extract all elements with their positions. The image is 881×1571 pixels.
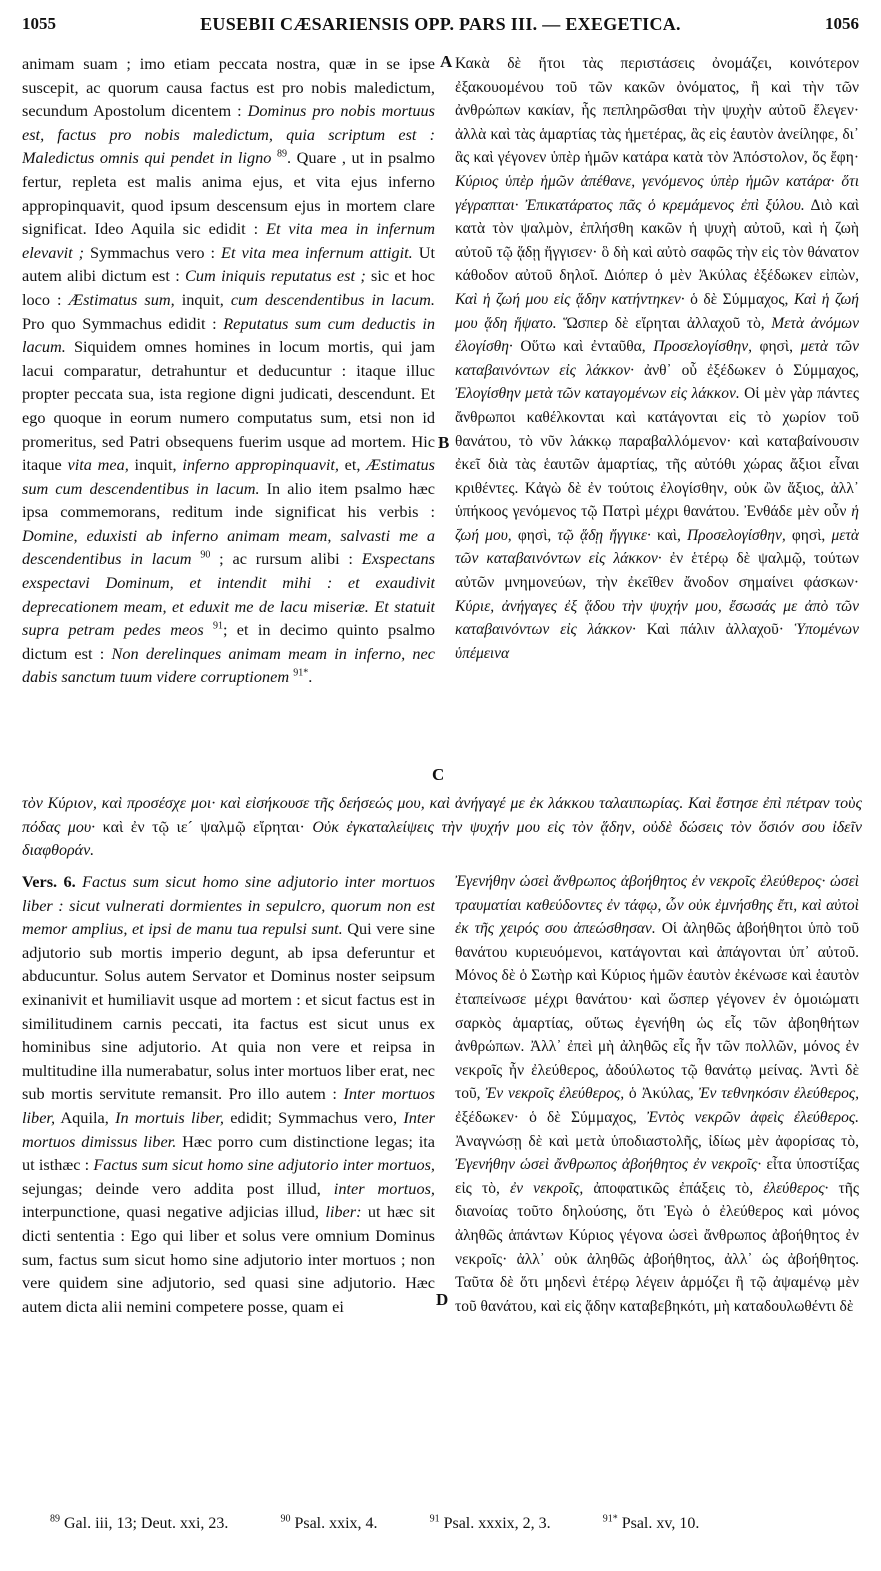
page-number-left: 1055 xyxy=(22,14,56,33)
greek-full-width-passage: τὸν Κύριον, καὶ προσέσχε μοι· καὶ εἰσήκουσε τῆς δεήσεώς μου, καὶ ἀνήγαγέ με ἐκ λάκκου ταλαιπωρίας. Καὶ ἔστησε ἐπὶ πέτραν τοὺς πόδας μου· καὶ ἐν τῷ ιε´ ψαλμῷ εἴρηται· Οὐκ ἐγκαταλείψεις τὴν ψυχήν μου εἰς τὸν ᾅδην, οὐδὲ δώσεις τὸν ὅσιόν σου ἰδεῖν διαφθοράν. xyxy=(22,795,862,860)
margin-letter-a: A xyxy=(440,52,453,71)
running-title: EUSEBII CÆSARIENSIS OPP. PARS III. — EXEGETICA. xyxy=(200,14,681,34)
footnote: $^{89}$ Gal. iii, 13; Deut. xxi, 23. xyxy=(50,1513,229,1532)
greek-column-bottom: Ἐγενήθην ὡσεὶ ἄνθρωπος ἀβοήθητος ἐν νεκροῖς ἐλεύθερος· ὡσεὶ τραυματίαι καθεύδοντες ἐν τάφῳ, ὧν οὐκ ἐμνήσθης ἔτι, καὶ αὐτοὶ ἐκ τῆς χειρός σου ἀπεώσθησαν. Οἱ ἀληθῶς ἀβοήθητοι ὑπὸ τοῦ θανάτου κυριευόμενοι, κατάγονται καὶ ἀπάγονται ὑπ᾽ αὐτοῦ. Μόνος δὲ ὁ Σωτὴρ καὶ Κύριος ἡμῶν ἑαυτὸν ἐκένωσε καὶ ἑαυτὸν ἐταπείνωσε μέχρι θανάτου· καὶ ὥσπερ γέγονεν ἐν ὁμοιώματι σαρκὸς ἁμαρτίας, οὕτως ἐγενήθη ὡς εἷς τῶν ἀβοηθήτων ἀνθρώπων. Ἀλλ᾽ ἐπεὶ μὴ ἀληθῶς εἷς ἦν τῶν πολλῶν, μόνος ἐν νεκροῖς ἦν ἐλεύθερος, ἀδούλωτος τῷ θανάτῳ μείνας. Ἀντὶ δὲ τοῦ, Ἐν νεκροῖς ἐλεύθερος, ὁ Ἀκύλας, Ἐν τεθνηκόσιν ἐλεύθερος, ἐξέδωκεν· ὁ δὲ Σύμμαχος, Ἐντὸς νεκρῶν ἀφεὶς ἐλεύθερος. Ἀναγνώσῃ δὲ καὶ μετὰ ὑποδιαστολῆς, ἰδίως μὲν ἀφορίσας τὸ, Ἐγενήθην ὡσεὶ ἄνθρωπος ἀβοήθητος ἐν νεκροῖς· εἶτα ὑποστίξας εἰς τὸ, ἐν νεκροῖς, ἀποφατικῶς ἐπάξεις τὸ, ἐλεύθερος· τῆς διανοίας τοῦτο δηλούσης, ὅτι Ἐγὼ ὁ ἐλεύθερος καὶ μόνος ἀληθῶς ἁπάντων Κύριος γέγονα ὡσεὶ ἄνθρωπος ἀβοήθητος ἐν νεκροῖς· ἀλλ᾽ οὐκ ἀληθῶς ἀβοήθητος, ἀλλ᾽ ὡς ἀβοήθητος. Ταῦτα δὲ ὅτι μηδενὶ ἑτέρῳ λέγειν ἁρμόζει ἢ τῷ ἀψαμένῳ μὲν τοῦ θανάτου, καὶ εἰς ᾅδην καταβεβηκότι, μὴ καταδουλωθέντι δὲ xyxy=(455,873,859,1315)
footnote: $^{91}$ Psal. xxxix, 2, 3. xyxy=(429,1513,551,1532)
margin-letter-b: B xyxy=(438,433,450,452)
greek-column-top: Κακὰ δὲ ἤτοι τὰς περιστάσεις ὀνομάζει, κοινότερον ἐξακουομένου τοῦ τῶν κακῶν ὀνόματος, ἢ καὶ τὴν τῶν ἀνθρώπων κακίαν, ἧς πεπληρῶσθαι τὴν ψυχὴν αὐτοῦ ἔλεγεν· ἀλλὰ καὶ τὰς ἁμαρτίας τὰς ἡμετέρας, ἃς εἰς ἑαυτὸν ἀνείληφε, δι᾽ ἃς καὶ γέγονεν ὑπὲρ ἡμῶν κατάρα κατὰ τὸν Ἀπόστολον, ὅς ἔφη· Κύριος ὑπὲρ ἡμῶν ἀπέθανε, γενόμενος ὑπὲρ ἡμῶν κατάρα· ὅτι γέγραπται· Ἐπικατάρατος πᾶς ὁ κρεμάμενος ἐπὶ ξύλου. Διὸ καὶ κατὰ τὸν ψαλμὸν, ἐπλήσθη κακῶν ἡ ψυχὴ αὐτοῦ, καὶ ἡ ζωὴ αὐτοῦ τῷ ᾅδῃ ἤγγισεν· ὃ δὴ καὶ αὐτὸ σαφῶς τὴν εἰς τὸν θάνατον κάθοδον αὐτοῦ δηλοῖ. Διόπερ ὁ μὲν Ἀκύλας ἐξέδωκεν εἰπὼν, Καὶ ἡ ζωή μου εἰς ᾅδην κατήντηκεν· ὁ δὲ Σύμμαχος, Καὶ ἡ ζωή μου ᾅδη ἥψατο. Ὥσπερ δὲ εἴρηται ἀλλαχοῦ τὸ, Μετὰ ἀνόμων ἐλογίσθη· Οὕτω καὶ ἐνταῦθα, Προσελογίσθην, φησὶ, μετὰ τῶν καταβαινόντων εἰς λάκκον· ἀνθ᾽ οὗ ἐξέδωκεν ὁ Σύμμαχος, Ἐλογίσθην μετὰ τῶν κατaγομένων εἰς λάκκον. Οἱ μὲν γὰρ πάντες ἄνθρωποι καθέλκονται καὶ κατάγονται εἰς τὸ χωρίον τοῦ θανάτου, τὸ νῦν λάκκῳ παραβαλλόμενον· καὶ καταβαίνουσιν ἐκεῖ διὰ τὰς ἑαυτῶν ἁμαρτίας, τῆς αὐτόθι χώρας ἄξιοι εἶναι κριθέντες. Κἀγὼ δὲ ἐν τούτοις ἐλογίσθην, οὐκ ὢν ἄξιος, ἀλλ᾽ ὑπήκοος γενόμενος τῷ Πατρὶ μέχρι θανάτου. Ἐνθάδε μὲν οὖν ἡ ζωή μου, φησὶ, τῷ ᾅδῃ ἤγγικε· καὶ, Προσελογίσθην, φησὶ, μετὰ τῶν καταβαινόντων εἰς λάκκον· ἐν ἑτέρῳ δὲ ψαλμῷ, τούτων αὐτῶν μνημονεύων, τὴν ἐκεῖθεν ἄνοδον σημαίνει φάσκων· Κύριε, ἀνήγαγες ἐξ ᾅδου τὴν ψυχήν μου, ἔσωσάς με ἀπὸ τῶν καταβαινόντων εἰς λάκκον· Καὶ πάλιν ἀλλαχοῦ· Ὑπομένων ὑπέμεινα xyxy=(455,55,859,662)
page-number-right: 1056 xyxy=(825,14,859,33)
latin-column-bottom: Vers. 6. Factus sum sicut homo sine adjutorio inter mortuos liber : sicut vulnerati dormientes in sepulcro, quorum non est memor amplius, et ipsi de manu tua repulsi sunt. Qui vere sine adjutorio sub mortis imperio degunt, ab ipsa deferuntur et abducuntur. Solus autem Servator et Dominus noster seipsum exinanivit et humiliavit usque ad mortem : et sicut factus est in similitudinem carnis peccati, ita factus est sicut unus ex hominibus sine adjutorio. At quia non vere et reipsa in multitudine illa numerabatur, solus inter mortuos liber erat, nec sub mortis servitute remansit. Pro illo autem : Inter mortuos liber, Aquila, In mortuis liber, edidit; Symmachus vero, Inter mortuos dimissus liber. Hæc porro cum distinctione legas; ita ut isthæc : Factus sum sicut homo sine adjutorio inter mortuos, sejungas; deinde vero addita post illud, inter mortuos, interpunctione, quasi negative adjicias illud, liber: ut hæc sit dicti sententia : Ego qui liber et solus vere omnium Dominus sum, factus sum sicut homo sine adjutorio inter mortuos ; non vere quidem sine adjutorio, sed quasi sine adjutorio. Hæc autem dicta alii nemini competere posse, quam ei xyxy=(22,872,435,1316)
footnote: $^{91*}$ Psal. xv, 10. xyxy=(602,1513,700,1532)
page-header xyxy=(22,14,859,40)
footnotes xyxy=(50,1515,850,1533)
latin-column-top: animam suam ; imo etiam peccata nostra, quæ in se ipse suscepit, ac quorum causa factus est pro nobis maledictum, secundum Apostolum dicentem : Dominus pro nobis mortuus est, factus pro nobis maledictum, quia scriptum est : Maledictus omnis qui pendet in ligno $^{89}$. Quare , ut in psalmo fertur, repleta est malis anima ejus, et vita ejus inferno appropinquavit, quod ipsum descensum ejus in mortem clare significat. Ideo Aquila sic edidit : Et vita mea in infernum elevavit ; Symmachus vero : Et vita mea infernum attigit. Ut autem alibi dictum est : Cum iniquis reputatus est ; sic et hoc loco : Æstimatus sum, inquit, cum descendentibus in lacum. Pro quo Symmachus edidit : Reputatus sum cum deductis in lacum. Siquidem omnes homines in locum mortis, qui jam lacui comparatur, detrahuntur et deducuntur : itaque illuc propter peccata sua, ista regione digni judicati, descendunt. Et ego quoque in eorum numero computatus sum, etsi non id promeritus, sed Patri obsequens fuerim usque ad mortem. Hic itaque vita mea, inquit, inferno appropinquavit, et, Æstimatus sum cum descendentibus in lacum. In alio item psalmo hæc ipsa commemorans, reditum inde significat his verbis : Domine, eduxisti ab inferno animam meam, salvasti me a descendentibus in lacum $^{90}$ ; ac rursum alibi : Exspectans exspectavi Dominum, et intendit mihi : et exaudivit deprecationem meam, et eduxit me de lacu miseriæ. Et statuit supra petram pedes meos $^{91}$; et in decimo quinto psalmo dictum est : Non derelinques animam meam in inferno, nec dabis sanctum tuum videre corruptionem $^{91*}$. xyxy=(22,54,435,687)
margin-letter-d: D xyxy=(436,1290,449,1309)
footnote: $^{90}$ Psal. xxix, 4. xyxy=(280,1513,378,1532)
margin-letter-c: C xyxy=(432,765,445,784)
